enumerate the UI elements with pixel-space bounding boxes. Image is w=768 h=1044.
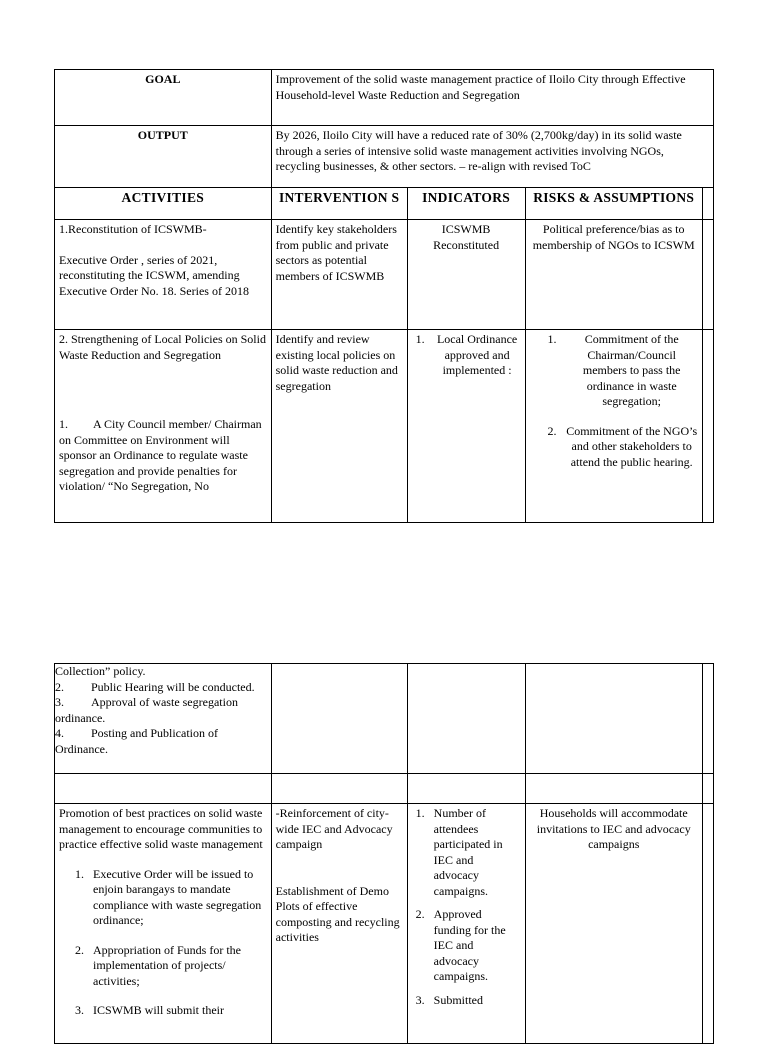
item-text: Commitment of the NGO’s and other stakeholders to attend the public hearing. <box>566 423 698 469</box>
item-number: 3. <box>75 1003 84 1017</box>
goal-row <box>55 70 714 126</box>
risk-list <box>530 332 698 470</box>
activity-title: 1.Reconstitution of ICSWMB- <box>59 222 207 236</box>
list-item <box>412 332 521 379</box>
item-number: 2. <box>415 907 425 921</box>
item-number: 2. <box>55 679 64 694</box>
list-item <box>55 695 271 726</box>
extra-column-cell <box>702 774 713 804</box>
header-interventions: INTERVENTION S <box>271 188 407 220</box>
header-risks: RISKS & ASSUMPTIONS <box>525 188 702 220</box>
list-item <box>544 332 698 410</box>
logframe-table-continued <box>54 663 714 1044</box>
intervention-cell <box>271 664 407 774</box>
list-item <box>412 806 521 899</box>
indicator-cell: ICSWMB Reconstituted <box>407 220 525 330</box>
continued-row <box>55 664 714 774</box>
extra-column-cell <box>702 188 713 220</box>
output-row <box>55 126 714 188</box>
indicator-cell <box>407 664 525 774</box>
list-item <box>544 424 698 471</box>
item-text: Public Hearing will be conducted. <box>91 679 255 694</box>
item-text: Number of attendees participated in IEC and advocacy campaigns. <box>433 806 503 898</box>
empty-row <box>55 774 714 804</box>
empty-cell <box>55 774 272 804</box>
activity-item <box>59 417 267 495</box>
risk-cell <box>525 330 702 523</box>
indicator-list <box>412 806 521 1008</box>
empty-cell <box>407 774 525 804</box>
item-text: Local Ordinance approved and implemented : <box>436 332 518 377</box>
intervention-cell <box>271 804 407 1044</box>
activity-list <box>59 867 267 1019</box>
item-number: 2. <box>547 423 557 438</box>
activity-cell <box>55 804 272 1044</box>
goal-text: Improvement of the solid waste management practice of Iloilo City through Effective Household-level Waste Reduction and Segregation <box>271 70 713 126</box>
item-text: Approved funding for the IEC and advocacy campaigns. <box>433 907 506 983</box>
intervention-cell: Identify and review existing local policies on solid waste reduction and segregation <box>271 330 407 523</box>
extra-column-cell <box>702 804 713 1044</box>
item-number: 1. <box>415 332 425 346</box>
list-item <box>55 726 271 757</box>
item-number: 1. <box>59 417 68 431</box>
item-text: Submitted <box>433 992 484 1007</box>
extra-column-cell <box>702 664 713 774</box>
activity-detail: Executive Order , series of 2021, reconstituting the ICSWM, amending Executive Order No. 18. Series of 2018 <box>59 252 249 298</box>
item-text: Posting and Publication of Ordinance. <box>55 726 218 756</box>
item-text: A City Council member/ Chairman on Committee on Environment will sponsor an Ordinance to regulate waste segregation and provide penalties for violation/ “No Segregation, No <box>59 417 262 493</box>
list-item <box>412 907 521 985</box>
intervention-text: Establishment of Demo Plots of effective composting and recycling activities <box>275 883 400 944</box>
item-number: 3. <box>55 695 64 709</box>
intervention-cell: Identify key stakeholders from public and private sectors as potential members of ICSWMB <box>271 220 407 330</box>
risk-cell: Households will accommodate invitations to IEC and advocacy campaigns <box>525 804 702 1044</box>
list-item <box>71 867 267 929</box>
indicator-cell <box>407 804 525 1044</box>
output-text: By 2026, Iloilo City will have a reduced rate of 30% (2,700kg/day) in its solid waste through a series of intensive solid waste management activities involving NGOs, recycling businesses, & other sectors. – re-align with revised ToC <box>271 126 713 188</box>
item-number: 1. <box>547 332 557 346</box>
activity-row-1 <box>55 220 714 330</box>
activity-title: 2. Strengthening of Local Policies on Solid Waste Reduction and Segregation <box>59 332 266 362</box>
item-text: ICSWMB will submit their <box>93 1003 225 1017</box>
item-text: Collection” policy. <box>55 664 146 678</box>
item-number: 2. <box>75 942 84 957</box>
item-text: Commitment of the Chairman/Council members to pass the ordinance in waste segregation; <box>582 332 681 408</box>
extra-column-cell <box>702 220 713 330</box>
activity-cell <box>55 664 272 774</box>
header-indicators: INDICATORS <box>407 188 525 220</box>
item-text: Appropriation of Funds for the implementation of projects/ activities; <box>93 942 241 988</box>
list-item <box>71 943 267 990</box>
activity-title: Promotion of best practices on solid waste management to encourage communities to practice effective solid waste management <box>59 806 263 851</box>
empty-cell <box>525 774 702 804</box>
item-number: 1. <box>415 806 425 820</box>
header-activities: ACTIVITIES <box>55 188 272 220</box>
list-item <box>71 1003 267 1019</box>
logframe-table-top <box>54 69 714 523</box>
activity-cell <box>55 220 272 330</box>
activity-row-3 <box>55 804 714 1044</box>
list-item <box>55 680 271 696</box>
risk-cell <box>525 664 702 774</box>
item-text: Approval of waste segregation ordinance. <box>55 695 238 725</box>
item-number: 4. <box>55 726 64 740</box>
intervention-text: -Reinforcement of city-wide IEC and Advocacy campaign <box>275 806 393 851</box>
header-row <box>55 188 714 220</box>
indicator-list <box>412 332 521 379</box>
empty-cell <box>271 774 407 804</box>
risk-cell: Political preference/bias as to membership of NGOs to ICSWM <box>525 220 702 330</box>
goal-label: GOAL <box>55 70 272 126</box>
activity-row-2 <box>55 330 714 523</box>
output-label: OUTPUT <box>55 126 272 188</box>
extra-column-cell <box>702 330 713 523</box>
list-item <box>412 993 521 1009</box>
item-number: 1. <box>75 866 84 881</box>
item-number: 3. <box>415 992 425 1007</box>
activity-cell <box>55 330 272 523</box>
item-text: Executive Order will be issued to enjoin barangays to mandate compliance with waste segregation ordinance; <box>93 866 262 927</box>
indicator-cell <box>407 330 525 523</box>
